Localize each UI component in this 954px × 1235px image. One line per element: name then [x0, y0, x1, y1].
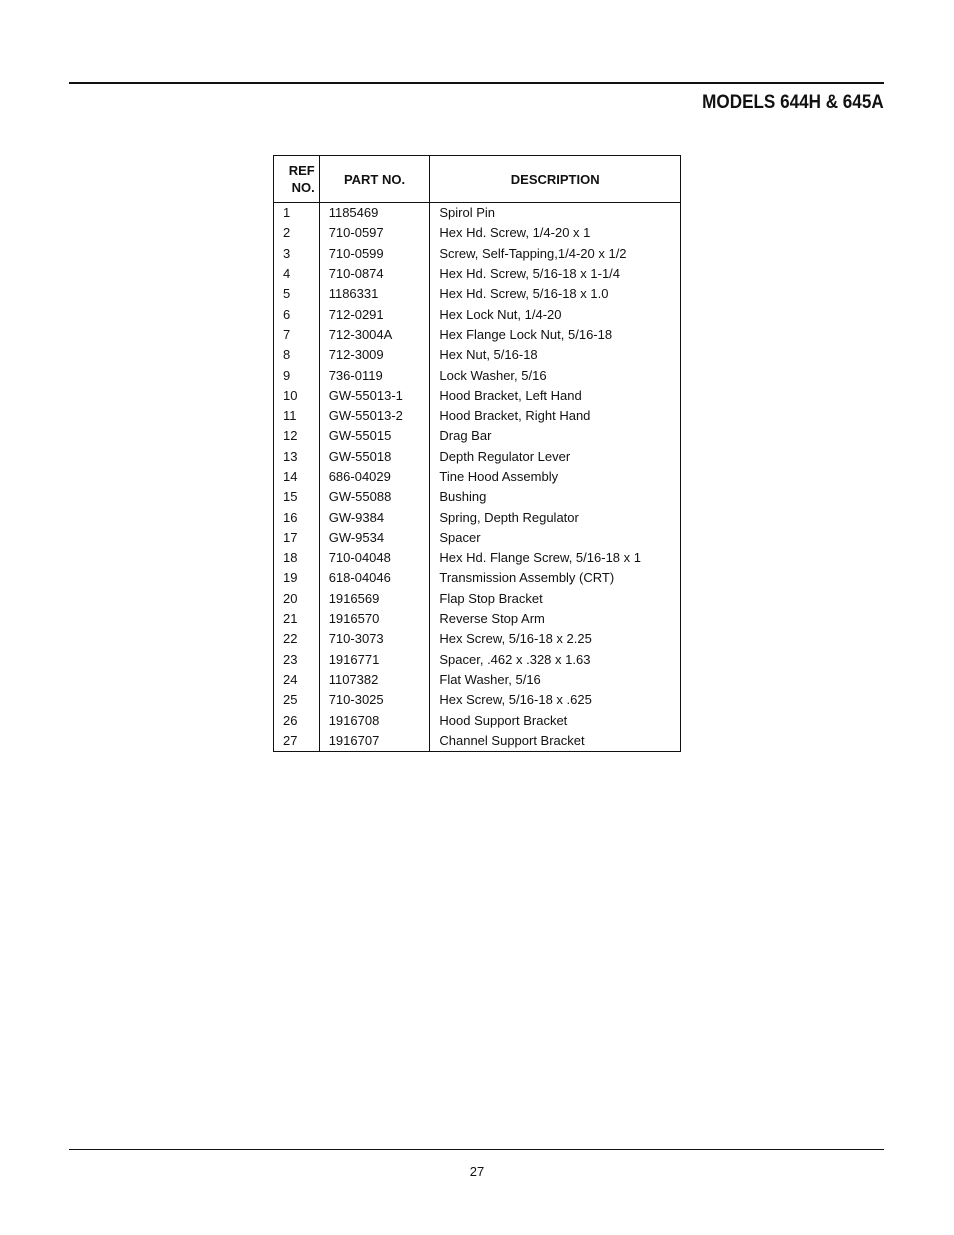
part-number-cell: 1916569: [319, 589, 430, 609]
part-number-cell: 710-3073: [319, 629, 430, 649]
table-row: [274, 731, 681, 752]
description-cell: Spacer, .462 x .328 x 1.63: [439, 651, 591, 667]
ref-cell: 7: [274, 325, 320, 345]
part-number-cell: GW-55013-1: [319, 386, 430, 406]
description-cell: Hex Hd. Screw, 5/16-18 x 1.0: [439, 286, 609, 302]
table-row: [274, 487, 681, 507]
description-cell: Hood Support Bracket: [439, 712, 568, 728]
description-cell: Hex Nut, 5/16-18: [439, 347, 538, 363]
description-cell: Transmission Assembly (CRT): [439, 570, 615, 586]
table-row: [274, 386, 681, 406]
table-row: [274, 670, 681, 690]
part-number-cell: GW-55018: [319, 447, 430, 467]
description-cell: Hood Bracket, Left Hand: [439, 387, 582, 403]
table-row: [274, 244, 681, 264]
ref-cell: 18: [274, 548, 320, 568]
table-row: [274, 345, 681, 365]
ref-cell: 10: [274, 386, 320, 406]
ref-cell: 20: [274, 589, 320, 609]
part-number-cell: 1916708: [319, 710, 430, 730]
part-number-cell: 710-0874: [319, 264, 430, 284]
part-number-cell: 618-04046: [319, 568, 430, 588]
table-row: [274, 589, 681, 609]
part-number-cell: GW-9534: [319, 528, 430, 548]
table-row: [274, 325, 681, 345]
part-number-cell: 1186331: [319, 284, 430, 304]
description-cell: Drag Bar: [439, 428, 492, 444]
description-cell: Spacer: [439, 529, 481, 545]
part-number-cell: 1916771: [319, 650, 430, 670]
description-cell: Hex Flange Lock Nut, 5/16-18: [439, 326, 613, 342]
table-row: [274, 548, 681, 568]
header-rule: [69, 82, 884, 84]
part-number-cell: GW-55088: [319, 487, 430, 507]
parts-table-body: [274, 203, 681, 752]
description-cell: Flap Stop Bracket: [439, 590, 543, 606]
description-cell: Reverse Stop Arm: [439, 611, 545, 627]
table-row: [274, 568, 681, 588]
table-row: [274, 203, 681, 224]
column-header-part: PART NO.: [319, 156, 430, 203]
table-row: [274, 264, 681, 284]
description-cell: Lock Washer, 5/16: [439, 367, 547, 383]
ref-cell: 3: [274, 244, 320, 264]
part-number-cell: GW-55015: [319, 426, 430, 446]
ref-cell: 8: [274, 345, 320, 365]
ref-cell: 6: [274, 304, 320, 324]
part-number-cell: 1916707: [319, 731, 430, 752]
page-title: MODELS 644H & 645A: [702, 92, 884, 113]
ref-cell: 26: [274, 710, 320, 730]
description-cell: Hex Lock Nut, 1/4-20: [439, 306, 562, 322]
part-number-cell: 712-3009: [319, 345, 430, 365]
part-number-cell: 710-0599: [319, 244, 430, 264]
description-cell: Hex Hd. Screw, 1/4-20 x 1: [439, 225, 591, 241]
column-header-ref: [274, 156, 320, 203]
table-row: [274, 528, 681, 548]
ref-cell: 24: [274, 670, 320, 690]
description-cell: Hex Hd. Flange Screw, 5/16-18 x 1: [439, 550, 641, 566]
ref-cell: 11: [274, 406, 320, 426]
ref-cell: 4: [274, 264, 320, 284]
part-number-cell: 712-0291: [319, 304, 430, 324]
table-row: [274, 304, 681, 324]
description-cell: Hex Screw, 5/16-18 x 2.25: [439, 631, 592, 647]
table-row: [274, 223, 681, 243]
column-header-ref-line1: REF: [288, 163, 315, 178]
table-row: [274, 710, 681, 730]
part-number-cell: 710-3025: [319, 690, 430, 710]
part-number-cell: GW-9384: [319, 507, 430, 527]
description-cell: Screw, Self-Tapping,1/4-20 x 1/2: [439, 245, 627, 261]
part-number-cell: 1916570: [319, 609, 430, 629]
ref-cell: 14: [274, 467, 320, 487]
part-number-cell: 1107382: [319, 670, 430, 690]
table-row: [274, 609, 681, 629]
description-cell: Spring, Depth Regulator: [439, 509, 579, 525]
ref-cell: 12: [274, 426, 320, 446]
ref-cell: 21: [274, 609, 320, 629]
ref-cell: 25: [274, 690, 320, 710]
table-row: [274, 406, 681, 426]
ref-cell: 22: [274, 629, 320, 649]
table-row: [274, 629, 681, 649]
table-row: [274, 507, 681, 527]
ref-cell: 23: [274, 650, 320, 670]
part-number-cell: 712-3004A: [319, 325, 430, 345]
ref-cell: 2: [274, 223, 320, 243]
footer-rule: [69, 1149, 884, 1150]
ref-cell: 1: [274, 203, 320, 224]
parts-table: [273, 155, 681, 752]
page-number: 27: [469, 1164, 485, 1179]
table-row: [274, 467, 681, 487]
part-number-cell: 710-04048: [319, 548, 430, 568]
part-number-cell: GW-55013-2: [319, 406, 430, 426]
description-cell: Hood Bracket, Right Hand: [439, 408, 591, 424]
ref-cell: 9: [274, 365, 320, 385]
description-cell: Tine Hood Assembly: [439, 469, 559, 484]
ref-cell: 13: [274, 447, 320, 467]
column-header-description: DESCRIPTION: [430, 156, 681, 203]
table-row: [274, 650, 681, 670]
table-row: [274, 365, 681, 385]
ref-cell: 17: [274, 528, 320, 548]
description-cell: Flat Washer, 5/16: [439, 671, 541, 687]
part-number-cell: 710-0597: [319, 223, 430, 243]
part-number-cell: 1185469: [319, 203, 430, 224]
description-cell: Spirol Pin: [439, 205, 496, 221]
part-number-cell: 686-04029: [319, 467, 430, 487]
ref-cell: 5: [274, 284, 320, 304]
ref-cell: 19: [274, 568, 320, 588]
description-cell: Bushing: [439, 489, 487, 505]
description-cell: Hex Screw, 5/16-18 x .625: [439, 692, 592, 708]
table-row: [274, 690, 681, 710]
part-number-cell: 736-0119: [319, 365, 430, 385]
description-cell: Channel Support Bracket: [439, 732, 585, 748]
table-row: [274, 284, 681, 304]
table-header-row: [274, 156, 681, 203]
ref-cell: 27: [274, 731, 320, 752]
description-cell: Hex Hd. Screw, 5/16-18 x 1-1/4: [439, 266, 621, 282]
ref-cell: 16: [274, 507, 320, 527]
description-cell: Depth Regulator Lever: [439, 448, 571, 464]
column-header-ref-line2: NO.: [291, 180, 315, 195]
ref-cell: 15: [274, 487, 320, 507]
table-row: [274, 426, 681, 446]
table-row: [274, 447, 681, 467]
